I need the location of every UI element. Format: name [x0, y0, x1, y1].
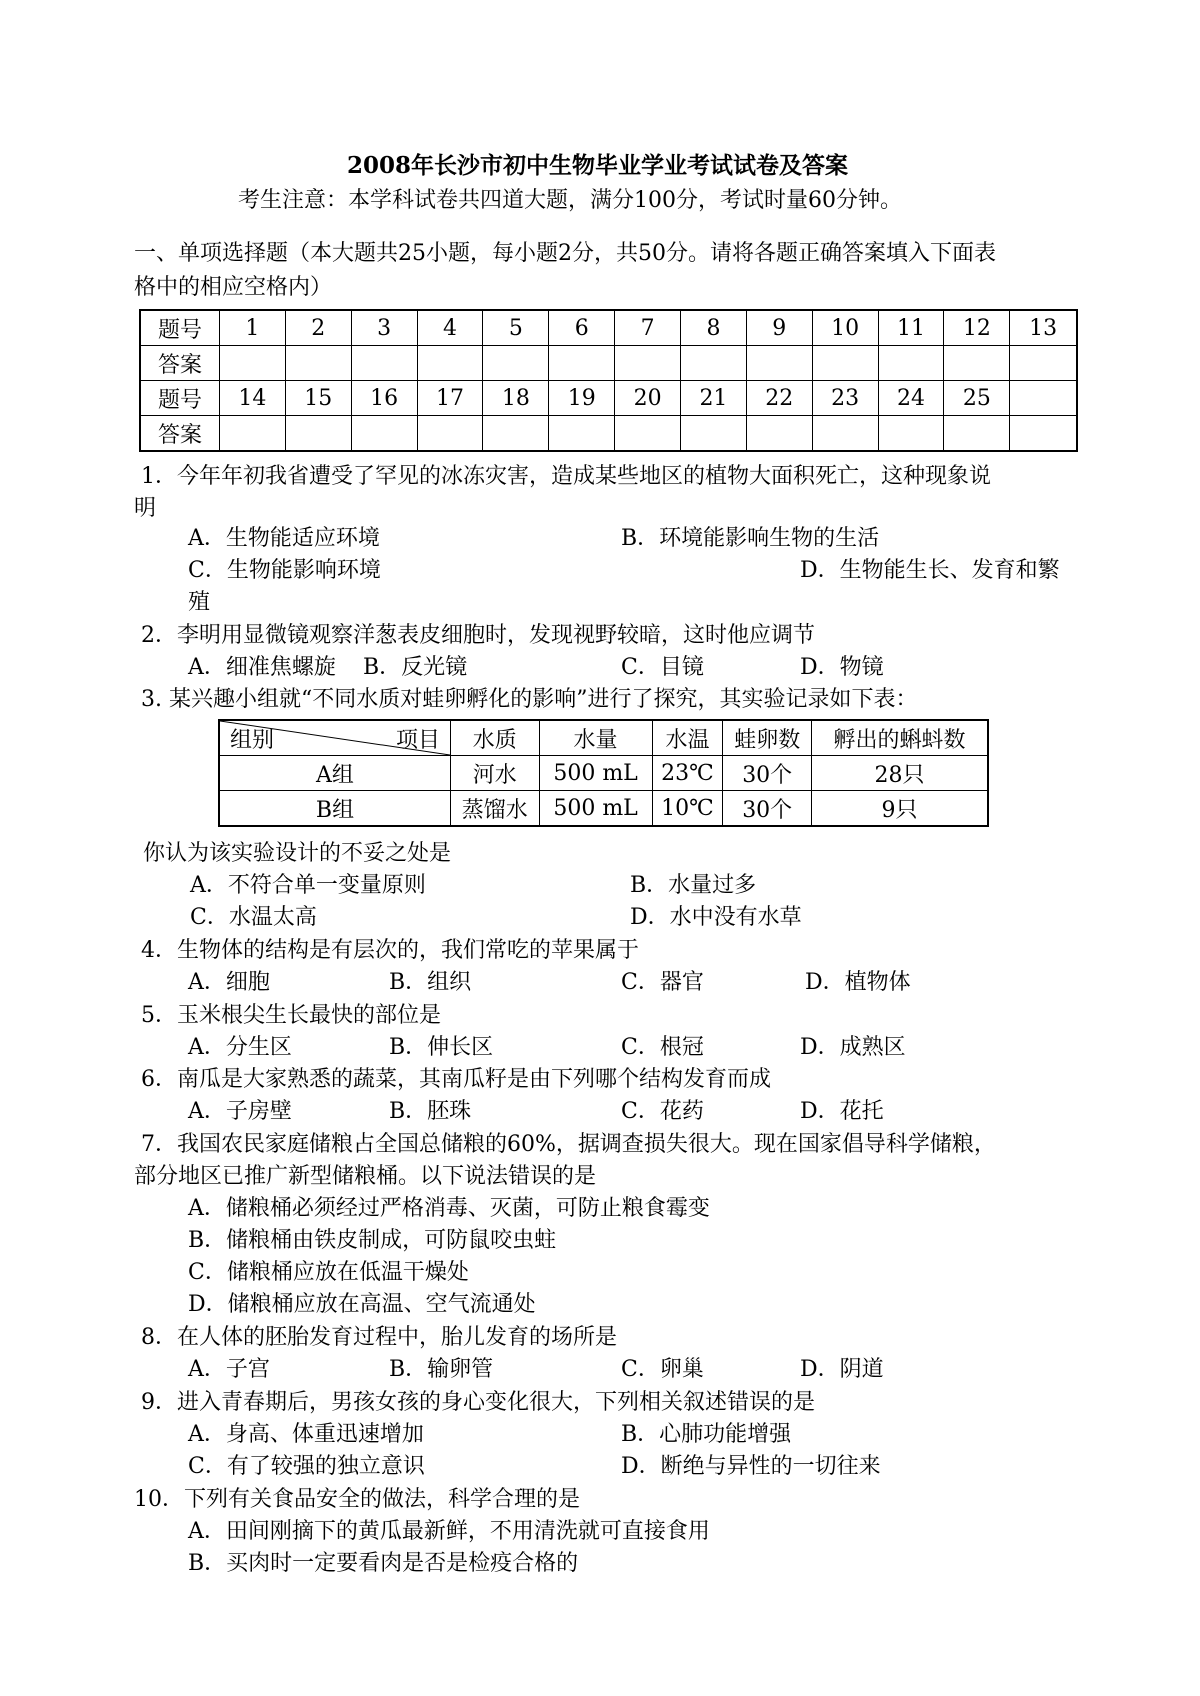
question-number-cell: 15	[285, 381, 351, 416]
answer-cell[interactable]	[681, 416, 747, 452]
q3-option-b: B．水量过多	[630, 873, 757, 898]
answer-cell[interactable]	[746, 346, 812, 381]
q2-stem: 2．李明用显微镜观察洋葱表皮细胞时，发现视野较暗，这时他应调节	[141, 623, 815, 648]
q1-option-d-cont: 殖	[188, 590, 211, 615]
experiment-cell: B组	[219, 791, 451, 827]
answer-cell[interactable]	[549, 346, 615, 381]
q5-option-d: D．成熟区	[800, 1035, 906, 1060]
answer-cell[interactable]	[483, 416, 549, 452]
question-number-cell: 14	[220, 381, 286, 416]
question-number-cell: 9	[746, 310, 812, 346]
question-number-cell: 23	[812, 381, 878, 416]
question-number-cell: 6	[549, 310, 615, 346]
q8-option-a: A．子宫	[188, 1357, 270, 1382]
q4-option-d: D．植物体	[805, 970, 911, 995]
question-number-cell: 4	[417, 310, 483, 346]
q3-option-a: A．不符合单一变量原则	[190, 873, 426, 898]
experiment-row	[219, 756, 988, 791]
q7-option-b: B．储粮桶由铁皮制成，可防鼠咬虫蛀	[188, 1228, 557, 1253]
answer-cell[interactable]	[615, 346, 681, 381]
question-number-cell: 5	[483, 310, 549, 346]
experiment-cell: 500 mL	[539, 756, 652, 791]
question-number-cell: 18	[483, 381, 549, 416]
q10-option-a: A．田间刚摘下的黄瓜最新鲜，不用清洗就可直接食用	[188, 1519, 710, 1544]
corner-label-right: 项目	[395, 728, 440, 753]
q1-option-b: B．环境能影响生物的生活	[621, 526, 880, 551]
experiment-cell: 10℃	[652, 791, 723, 827]
q9-option-a: A．身高、体重迅速增加	[188, 1422, 424, 1447]
q10-stem: 10．下列有关食品安全的做法，科学合理的是	[134, 1487, 580, 1512]
q3-question: 你认为该实验设计的不妥之处是	[143, 841, 452, 866]
experiment-cell: 30个	[723, 791, 812, 827]
q3-option-d: D．水中没有水草	[630, 905, 802, 930]
experiment-cell: 9只	[811, 791, 988, 827]
question-number-cell: 25	[944, 381, 1010, 416]
experiment-table	[218, 719, 989, 827]
question-number-cell: 8	[681, 310, 747, 346]
q2-option-c: C．目镜	[621, 655, 704, 680]
question-number-cell: 17	[417, 381, 483, 416]
q2-option-a: A．细准焦螺旋	[188, 655, 336, 680]
answer-cell[interactable]	[483, 346, 549, 381]
question-number-cell: 21	[681, 381, 747, 416]
question-number-cell: 19	[549, 381, 615, 416]
answer-cell[interactable]	[812, 346, 878, 381]
experiment-cell: 500 mL	[539, 791, 652, 827]
q4-option-a: A．细胞	[188, 970, 270, 995]
answer-table-number-row	[140, 310, 1077, 346]
experiment-header-cell: 孵出的蝌蚪数	[811, 720, 988, 756]
q8-stem: 8．在人体的胚胎发育过程中，胎儿发育的场所是	[141, 1325, 617, 1350]
answer-cell[interactable]	[285, 346, 351, 381]
experiment-header-cell: 蛙卵数	[723, 720, 812, 756]
experiment-cell: 28只	[811, 756, 988, 791]
q7-option-d: D．储粮桶应放在高温、空气流通处	[188, 1292, 536, 1317]
answer-table-number-row	[140, 381, 1077, 416]
answer-cell[interactable]	[681, 346, 747, 381]
answer-cell[interactable]	[944, 416, 1010, 452]
q1-stem-cont: 明	[134, 496, 157, 521]
q6-option-a: A．子房壁	[188, 1099, 292, 1124]
q9-option-c: C．有了较强的独立意识	[188, 1454, 425, 1479]
answer-cell[interactable]	[220, 416, 286, 452]
question-number-cell: 12	[944, 310, 1010, 346]
answer-cell[interactable]	[417, 416, 483, 452]
q2-option-b: B．反光镜	[363, 655, 468, 680]
q6-stem: 6．南瓜是大家熟悉的蔬菜，其南瓜籽是由下列哪个结构发育而成	[141, 1067, 771, 1092]
q7-stem: 7．我国农民家庭储粮占全国总储粮的60%，据调查损失很大。现在国家倡导科学储粮，	[141, 1132, 996, 1157]
experiment-header-row	[219, 720, 988, 756]
q6-option-b: B．胚珠	[389, 1099, 472, 1124]
question-number-cell: 7	[615, 310, 681, 346]
experiment-row	[219, 791, 988, 827]
experiment-cell: 蒸馏水	[451, 791, 540, 827]
corner-label-left: 组别	[230, 728, 275, 753]
q9-stem: 9．进入青春期后，男孩女孩的身心变化很大，下列相关叙述错误的是	[141, 1390, 815, 1415]
q6-option-d: D．花托	[800, 1099, 884, 1124]
answer-cell[interactable]	[351, 416, 417, 452]
experiment-header-cell: 水质	[451, 720, 540, 756]
q5-option-c: C．根冠	[621, 1035, 704, 1060]
q3-option-c: C．水温太高	[190, 905, 317, 930]
q1-option-c: C．生物能影响环境	[188, 558, 381, 583]
q4-option-b: B．组织	[389, 970, 472, 995]
experiment-cell: 30个	[723, 756, 812, 791]
question-number-cell: 1	[220, 310, 286, 346]
section-1-heading-cont: 格中的相应空格内）	[134, 275, 333, 300]
row-label: 答案	[140, 416, 220, 452]
row-label: 答案	[140, 346, 220, 381]
answer-table-answer-row	[140, 416, 1077, 452]
answer-table	[139, 309, 1078, 452]
q8-option-d: D．阴道	[800, 1357, 884, 1382]
q5-stem: 5．玉米根尖生长最快的部位是	[141, 1003, 441, 1028]
q9-option-b: B．心肺功能增强	[621, 1422, 792, 1447]
answer-cell[interactable]	[1010, 346, 1077, 381]
section-1-heading: 一、单项选择题（本大题共25小题，每小题2分，共50分。请将各题正确答案填入下面表	[134, 241, 996, 266]
q3-stem: 3. 某兴趣小组就“不同水质对蛙卵孵化的影响”进行了探究，其实验记录如下表：	[141, 687, 918, 712]
question-number-cell: 10	[812, 310, 878, 346]
question-number-cell: 13	[1010, 310, 1077, 346]
corner-cell	[219, 720, 451, 756]
q6-option-c: C．花药	[621, 1099, 704, 1124]
experiment-cell: 23℃	[652, 756, 723, 791]
answer-cell[interactable]	[285, 416, 351, 452]
question-number-cell: 16	[351, 381, 417, 416]
experiment-header-cell: 水温	[652, 720, 723, 756]
q4-stem: 4．生物体的结构是有层次的，我们常吃的苹果属于	[141, 938, 639, 963]
experiment-cell: 河水	[451, 756, 540, 791]
q5-option-a: A．分生区	[188, 1035, 292, 1060]
question-number-cell: 2	[285, 310, 351, 346]
answer-cell[interactable]	[878, 346, 944, 381]
exam-notice: 考生注意：本学科试卷共四道大题，满分100分，考试时量60分钟。	[238, 188, 902, 213]
q7-option-a: A．储粮桶必须经过严格消毒、灭菌，可防止粮食霉变	[188, 1196, 710, 1221]
q9-option-d: D．断绝与异性的一切往来	[621, 1454, 881, 1479]
answer-cell[interactable]	[878, 416, 944, 452]
answer-cell[interactable]	[944, 346, 1010, 381]
q5-option-b: B．伸长区	[389, 1035, 494, 1060]
row-label: 题号	[140, 381, 220, 416]
answer-cell[interactable]	[1010, 416, 1077, 452]
answer-cell[interactable]	[351, 346, 417, 381]
q7-stem-cont: 部分地区已推广新型储粮桶。以下说法错误的是	[134, 1164, 597, 1189]
experiment-header-cell: 水量	[539, 720, 652, 756]
answer-cell[interactable]	[417, 346, 483, 381]
q4-option-c: C．器官	[621, 970, 704, 995]
question-number-cell	[1010, 381, 1077, 416]
answer-cell[interactable]	[549, 416, 615, 452]
question-number-cell: 22	[746, 381, 812, 416]
q10-option-b: B．买肉时一定要看肉是否是检疫合格的	[188, 1551, 579, 1576]
question-number-cell: 11	[878, 310, 944, 346]
answer-cell[interactable]	[746, 416, 812, 452]
q1-option-d: D．生物能生长、发育和繁	[800, 558, 1060, 583]
q7-option-c: C．储粮桶应放在低温干燥处	[188, 1260, 469, 1285]
q8-option-c: C．卵巢	[621, 1357, 704, 1382]
experiment-cell: A组	[219, 756, 451, 791]
row-label: 题号	[140, 310, 220, 346]
answer-cell[interactable]	[812, 416, 878, 452]
question-number-cell: 3	[351, 310, 417, 346]
q8-option-b: B．输卵管	[389, 1357, 494, 1382]
question-number-cell: 20	[615, 381, 681, 416]
answer-table-answer-row	[140, 346, 1077, 381]
answer-cell[interactable]	[615, 416, 681, 452]
q2-option-d: D．物镜	[800, 655, 884, 680]
q1-option-a: A．生物能适应环境	[188, 526, 380, 551]
question-number-cell: 24	[878, 381, 944, 416]
answer-cell[interactable]	[220, 346, 286, 381]
doc-title: 2008年长沙市初中生物毕业学业考试试卷及答案	[347, 152, 849, 179]
q1-stem: 1．今年年初我省遭受了罕见的冰冻灾害，造成某些地区的植物大面积死亡，这种现象说	[141, 464, 991, 489]
